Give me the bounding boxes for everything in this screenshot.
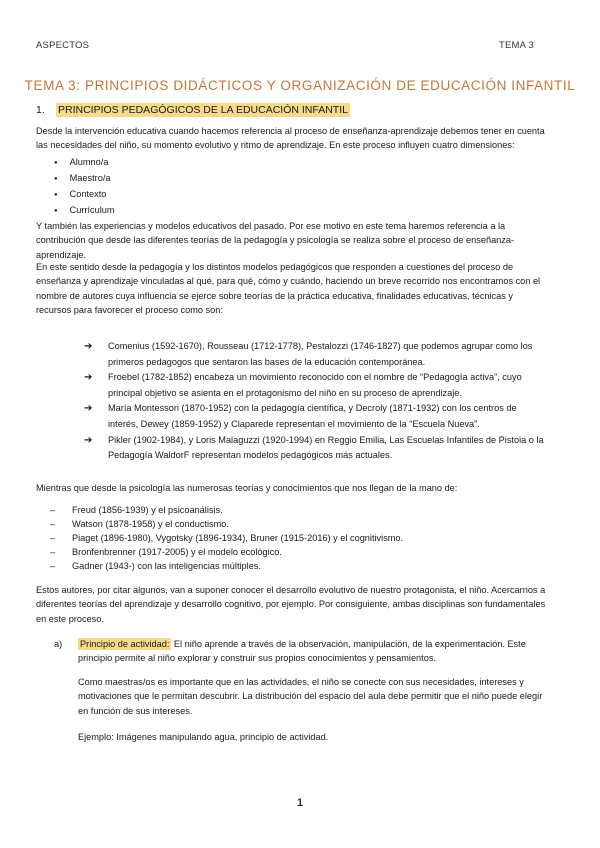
header-right: TEMA 3 (499, 40, 534, 51)
list-item: ● Alumno/a (54, 155, 115, 171)
section-heading (36, 104, 350, 116)
list-item: ● Maestro/a (54, 171, 115, 187)
document-title: TEMA 3: PRINCIPIOS DIDÁCTICOS Y ORGANIZACIÓN DE EDUCACIÓN INFANTIL (24, 78, 576, 93)
list-item: – Freud (1856-1939) y el psicoanálisis. (50, 503, 403, 517)
list-item: ➔ Froebel (1782-1852) encabeza un movimiento reconocido con el nombre de “Pedagogía activa”, cuyo principal objetivo se asienta en el protagonismo del niño en su proceso de aprendizaje. (84, 370, 544, 401)
principle-a (54, 637, 550, 666)
list-item: – Bronfenbrenner (1917-2005) y el modelo ecológico. (50, 545, 403, 559)
principle-name: Principio de actividad: (80, 639, 170, 649)
list-item: – Piaget (1896-1980), Vygotsky (1896-1934), Bruner (1915-2016) y el cognitivismo. (50, 531, 403, 545)
section-number: 1. (36, 104, 45, 116)
experiences-paragraph: Y también las experiencias y modelos educativos del pasado. Por ese motivo en este tema haremos referencia a la contribución que desde las diferentes teorías de la pedagogía y psicología se realiza sobre el proceso de enseñanza-aprendizaje. (36, 221, 515, 260)
page-number: 1 (296, 797, 304, 809)
dimensions-list (54, 155, 115, 219)
authors-paragraph: Estos autores, por citar algunos, van a suponer conocer el desarrollo evolutivo de nuestro protagonista, el niño. Acercarnos a diferentes teorías del aprendizaje y desarrollo cognitivo, por ejemplo. Por consiguiente, ambas disciplinas son fundamentales en este proceso. (36, 585, 546, 624)
psychology-paragraph: Mientras que desde la psicología las numerosas teorías y conocimientos que nos llegan de la mano de: (36, 483, 458, 493)
section-title: PRINCIPIOS PEDAGÓGICOS DE LA EDUCACIÓN INFANTIL (58, 104, 348, 116)
list-item: ➔ Pikler (1902-1984), y Loris Malaguzzi (1920-1994) en Reggio Emilia, Las Escuelas Infantiles de Pistoia o la Pedagogía WaldorF representan modelos pedagógicos más actuales. (84, 433, 544, 464)
list-item: ● Contexto (54, 187, 115, 203)
list-item: ● Currículum (54, 203, 115, 219)
header-left: ASPECTOS (36, 40, 90, 51)
list-item: ➔ María Montessori (1870-1952) con la pedagogía científica, y Decroly (1871-1932) con los centros de interés, Dewey (1859-1952) y Claparede representan el movimiento de la “Escuela Nueva”. (84, 401, 544, 432)
list-item: ➔ Comenius (1592-1670), Rousseau (1712-1778), Pestalozzi (1746-1827) que podemos agrupar como los primeros pedagogos que sentaron las bases de la educación contemporánea. (84, 339, 544, 370)
principle-example: Ejemplo: Imágenes manipulando agua, principio de actividad. (78, 732, 329, 742)
pedagogues-list (84, 339, 544, 464)
list-item: – Watson (1878-1958) y el conductismo. (50, 517, 403, 531)
principle-text: El niño aprende a través de la observación, manipulación, de la experimentación. Este principio permite al niño explorar y construir sus propios conocimientos y pensamientos. (78, 639, 526, 664)
list-item: – Gadner (1943-) con las inteligencias múltiples. (50, 559, 403, 573)
principle-label: a) (54, 639, 63, 649)
psychologists-list (50, 503, 403, 573)
pedagogy-paragraph: En este sentido desde la pedagogía y los distintos modelos pedagógicos que responden a cuestiones del proceso de enseñanza y aprendizaje vinculadas al qué, para qué, cómo y cuándo, haciendo un breve recorrido nos encontramos con el nombre de autores cuya influencia se ejerce sobre teorías de la práctica educativa, finalidades educativas, técnicas y recursos para favorecer el proceso como son: (36, 262, 541, 316)
intro-paragraph: Desde la intervención educativa cuando hacemos referencia al proceso de enseñanza-aprendizaje debemos tener en cuenta las necesidades del niño, su momento evolutivo y ritmo de aprendizaje. En este proceso influyen cuatro dimensiones: (36, 126, 545, 151)
principle-detail: Como maestras/os es importante que en las actividades, el niño se conecte con sus necesidades, intereses y motivaciones que le permitan descubrir. La distribución del espacio del aula debe permitir que el niño puede elegir en función de sus intereses. (78, 677, 543, 716)
